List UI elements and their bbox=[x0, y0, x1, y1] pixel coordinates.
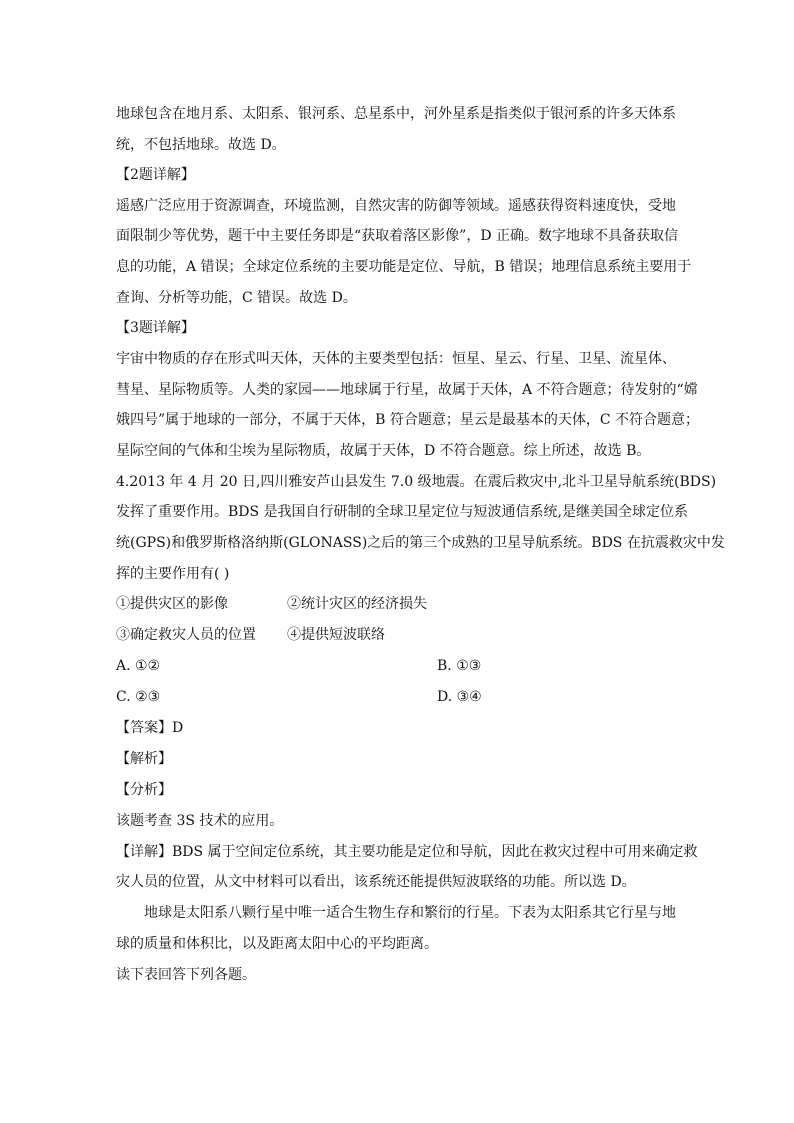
question-item: ④提供短波联络 bbox=[287, 627, 385, 643]
text-line: 宇宙中物质的存在形式叫天体，天体的主要类型包括：恒星、星云、行星、卫星、流星体、 bbox=[116, 351, 676, 367]
text-line: 读下表回答下列各题。 bbox=[116, 967, 256, 983]
text-line: 地球包含在地月系、太阳系、银河系、总星系中，河外星系是指类似于银河系的许多天体系 bbox=[116, 106, 676, 122]
section-heading: 【解析】 bbox=[116, 751, 172, 767]
option-a: A. ①② bbox=[116, 658, 161, 674]
text-line: 遥感广泛应用于资源调查，环境监测，自然灾害的防御等领域。遥感获得资料速度快，受地 bbox=[116, 198, 676, 214]
text-line: 该题考查 3S 技术的应用。 bbox=[116, 813, 284, 829]
text-line: 灾人员的位置，从文中材料可以看出，该系统还能提供短波联络的功能。所以选 D。 bbox=[116, 874, 636, 890]
text-line: 息的功能，A 错误；全球定位系统的主要功能是定位、导航，B 错误；地理信息系统主要用于 bbox=[116, 259, 692, 275]
option-c: C. ②③ bbox=[116, 689, 161, 705]
question-line: 挥的主要作用有( ) bbox=[116, 566, 230, 582]
text-line: 星际空间的气体和尘埃为星际物质，故属于天体，D 不符合题意。综上所述，故选 B。 bbox=[116, 443, 651, 459]
question-line: 统(GPS)和俄罗斯格洛纳斯(GLONASS)之后的第三个成熟的卫星导航系统。BDS 在抗震救灾中发 bbox=[116, 535, 725, 551]
text-line: 面限制少等优势，题干中主要任务即是“获取着落区影像”，D 正确。数字地球不具备获取信 bbox=[116, 228, 678, 244]
text-line: 【详解】BDS 属于空间定位系统，其主要功能是定位和导航，因此在救灾过程中可用来确定救 bbox=[116, 844, 698, 860]
section-heading: 【3题详解】 bbox=[116, 320, 195, 336]
answer-line: 【答案】D bbox=[116, 720, 184, 736]
option-d: D. ③④ bbox=[437, 689, 482, 705]
text-line: 彗星、星际物质等。人类的家园——地球属于行星，故属于天体，A 不符合题意；待发射的“嫦 bbox=[116, 382, 698, 398]
text-line: 地球是太阳系八颗行星中唯一适合生物生存和繁衍的行星。下表为太阳系其它行星与地 bbox=[144, 905, 676, 921]
question-item: ①提供灾区的影像 bbox=[116, 596, 228, 612]
text-line: 查询、分析等功能，C 错误。故选 D。 bbox=[116, 290, 357, 306]
question-line: 4.2013 年 4 月 20 日,四川雅安芦山县发生 7.0 级地震。在震后救灾中,北斗卫星导航系统(BDS) bbox=[116, 474, 717, 490]
text-line: 娥四号”属于地球的一部分，不属于天体，B 符合题意；星云是最基本的天体，C 不符合题意； bbox=[116, 412, 700, 428]
question-line: 发挥了重要作用。BDS 是我国自行研制的全球卫星定位与短波通信系统,是继美国全球定位系 bbox=[116, 504, 689, 520]
section-heading: 【分析】 bbox=[116, 782, 172, 798]
question-item: ③确定救灾人员的位置 bbox=[116, 627, 256, 643]
question-item: ②统计灾区的经济损失 bbox=[287, 596, 427, 612]
section-heading: 【2题详解】 bbox=[116, 167, 195, 183]
option-b: B. ①③ bbox=[437, 658, 482, 674]
text-line: 统，不包括地球。故选 D。 bbox=[116, 137, 286, 153]
text-line: 球的质量和体积比，以及距离太阳中心的平均距离。 bbox=[116, 936, 438, 952]
